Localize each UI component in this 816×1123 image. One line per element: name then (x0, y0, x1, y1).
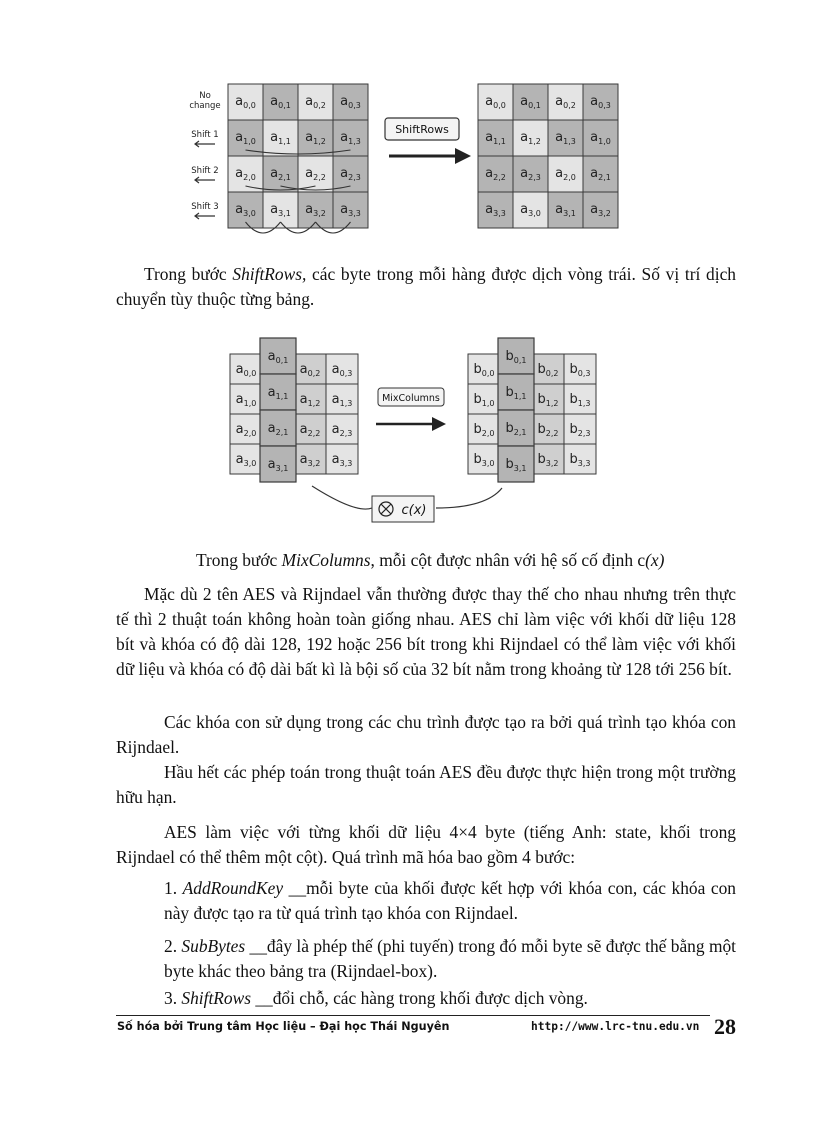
mix-curve-right (436, 488, 502, 508)
shift-out-cell-label-0-3: $a_{0,3}$ (590, 94, 611, 110)
shift-in-cell-label-3-3: $a_{3,3}$ (340, 202, 361, 218)
mix-in-cell-label-1-2: $a_{1,2}$ (299, 392, 321, 408)
mix-in-cell-label-3-3: $a_{3,3}$ (331, 452, 353, 468)
shift-in-cell-label-1-0: $a_{1,0}$ (235, 130, 256, 146)
shift-in-cell-label-1-1: $a_{1,1}$ (270, 130, 291, 146)
step-subbytes: 2. SubBytes __đây là phép thế (phi tuyến) trong đó mỗi byte sẽ được thế bằng một byte khác theo bảng tra (Rijndael-box). (164, 936, 737, 981)
mix-out-cell-label-1-3: $b_{1,3}$ (569, 392, 591, 408)
mix-in-cell-label-0-3: $a_{0,3}$ (331, 362, 353, 378)
shift-in-cell-label-2-2: $a_{2,2}$ (305, 166, 326, 182)
mix-in-col-label-3: $a_{3,1}$ (267, 457, 289, 473)
page-number: 28 (714, 1014, 736, 1039)
shift-left-arrow-icon-2 (195, 177, 215, 183)
shift-in-cell-label-2-0: $a_{2,0}$ (235, 166, 256, 182)
caption-shiftrows: Trong bước ShiftRows, các byte trong mỗi hàng được dịch vòng trái. Số vị trí dịch chuyển tùy thuộc từng bảng. (116, 264, 736, 309)
shift-out-cell-label-1-1: $a_{1,2}$ (520, 130, 541, 146)
shift-out-cell-label-3-0: $a_{3,3}$ (485, 202, 506, 218)
shift-out-cell-label-3-1: $a_{3,0}$ (520, 202, 541, 218)
footer-divider (116, 1015, 710, 1016)
shift-in-cell-label-3-2: $a_{3,2}$ (305, 202, 326, 218)
shift-in-cell-label-0-0: $a_{0,0}$ (235, 94, 256, 110)
mix-out-cell-label-1-2: $b_{1,2}$ (537, 392, 559, 408)
shift-in-cell-label-2-1: $a_{2,1}$ (270, 166, 291, 182)
mix-curve-left (312, 486, 372, 509)
shift-out-cell-label-1-3: $a_{1,0}$ (590, 130, 611, 146)
step-shiftrows: 3. ShiftRows __đổi chỗ, các hàng trong khối được dịch vòng. (164, 988, 588, 1008)
mix-in-cell-label-0-2: $a_{0,2}$ (299, 362, 321, 378)
paragraph-round-keys: Các khóa con sử dụng trong các chu trình được tạo ra bởi quá trình tạo khóa con Rijndael. (116, 712, 736, 757)
shift-row-label-2: Shift 2 (191, 166, 219, 176)
shift-row-label-1: Shift 1 (191, 130, 219, 140)
shift-in-cell-label-3-0: $a_{3,0}$ (235, 202, 256, 218)
mix-in-cell-label-2-3: $a_{2,3}$ (331, 422, 353, 438)
mix-in-cell-label-2-0: $a_{2,0}$ (235, 422, 257, 438)
mix-out-cell-label-3-3: $b_{3,3}$ (569, 452, 591, 468)
shift-out-cell-label-2-1: $a_{2,3}$ (520, 166, 541, 182)
mix-out-cell-label-0-2: $b_{0,2}$ (537, 362, 559, 378)
shift-out-cell-label-2-2: $a_{2,0}$ (555, 166, 576, 182)
shift-in-cell-label-2-3: $a_{2,3}$ (340, 166, 361, 182)
mixcolumns-figure (196, 318, 626, 540)
mix-in-col-label-0: $a_{0,1}$ (267, 349, 289, 365)
mix-out-col-label-1: $b_{1,1}$ (505, 385, 527, 401)
shift-out-cell-label-0-1: $a_{0,1}$ (520, 94, 541, 110)
paragraph-finite-field: Hầu hết các phép toán trong thuật toán AES đều được thực hiện trong một trường hữu hạn. (116, 762, 736, 807)
mix-out-col-label-2: $b_{2,1}$ (505, 421, 527, 437)
mix-out-cell-label-0-3: $b_{0,3}$ (569, 362, 591, 378)
mix-in-col-label-2: $a_{2,1}$ (267, 421, 289, 437)
shift-in-cell-label-0-1: $a_{0,1}$ (270, 94, 291, 110)
shift-out-cell-label-0-0: $a_{0,0}$ (485, 94, 506, 110)
mix-in-cell-label-3-2: $a_{3,2}$ (299, 452, 321, 468)
mix-out-cell-label-0-0: $b_{0,0}$ (473, 362, 495, 378)
mix-in-cell-label-2-2: $a_{2,2}$ (299, 422, 321, 438)
caption-mixcolumns: Trong bước MixColumns, mỗi cột được nhân với hệ số cố định c(x) (196, 550, 665, 570)
shift-out-cell-label-1-0: $a_{1,1}$ (485, 130, 506, 146)
mix-out-cell-label-2-3: $b_{2,3}$ (569, 422, 591, 438)
mix-in-cell-label-1-3: $a_{1,3}$ (331, 392, 353, 408)
mix-out-col-label-0: $b_{0,1}$ (505, 349, 527, 365)
footer-url-link[interactable]: http://www.lrc-tnu.edu.vn (531, 1020, 700, 1033)
mixcolumns-arrow-head-icon (432, 417, 446, 431)
shift-in-cell-label-3-1: $a_{3,1}$ (270, 202, 291, 218)
mix-out-col-label-3: $b_{3,1}$ (505, 457, 527, 473)
cx-label: c(x) (401, 503, 427, 518)
step-addroundkey: 1. AddRoundKey __mỗi byte của khối được kết hợp với khóa con, các khóa con này được tạo ra từ quá trình tạo khóa con Rijndael. (164, 878, 736, 923)
shift-out-cell-label-1-2: $a_{1,3}$ (555, 130, 576, 146)
shift-out-cell-label-3-3: $a_{3,2}$ (590, 202, 611, 218)
mix-in-cell-label-0-0: $a_{0,0}$ (235, 362, 257, 378)
mix-out-cell-label-3-2: $b_{3,2}$ (537, 452, 559, 468)
shift-left-arrow-icon-3 (195, 213, 215, 219)
shift-row-label-3: Shift 3 (191, 202, 219, 212)
paragraph-state-block: AES làm việc với từng khối dữ liệu 4×4 byte (tiếng Anh: state, khối trong Rijndael có thể thêm một cột). Quá trình mã hóa bao gồm 4 bước: (116, 822, 736, 867)
mix-out-cell-label-2-2: $b_{2,2}$ (537, 422, 559, 438)
shift-out-cell-label-2-3: $a_{2,1}$ (590, 166, 611, 182)
shift-out-cell-label-2-0: $a_{2,2}$ (485, 166, 506, 182)
shiftrows-figure (175, 78, 635, 250)
paragraph-aes-vs-rijndael: Mặc dù 2 tên AES và Rijndael vẫn thường được thay thế cho nhau nhưng trên thực tế thì 2 thuật toán không hoàn toàn giống nhau. AES chỉ làm việc với khối dữ liệu 128 bít và khóa có độ dài 128, 192 hoặc 256 bít trong khi Rijndael có thể làm việc với khối dữ liệu và khóa có độ dài bất kì là bội số của 32 bít nằm trong khoảng từ 128 tới 256 bít. (116, 584, 736, 679)
shiftrows-box-label: ShiftRows (395, 123, 449, 136)
shift-row-label-0a: No (199, 91, 211, 101)
shift-in-cell-label-1-2: $a_{1,2}$ (305, 130, 326, 146)
shift-in-cell-label-0-2: $a_{0,2}$ (305, 94, 326, 110)
shift-row-label-0b: change (189, 101, 221, 111)
footer-source: Số hóa bởi Trung tâm Học liệu – Đại học Thái Nguyên (117, 1020, 450, 1033)
shift-in-cell-label-0-3: $a_{0,3}$ (340, 94, 361, 110)
shift-out-cell-label-3-2: $a_{3,1}$ (555, 202, 576, 218)
mix-out-cell-label-1-0: $b_{1,0}$ (473, 392, 495, 408)
mix-in-cell-label-1-0: $a_{1,0}$ (235, 392, 257, 408)
shift-in-cell-label-1-3: $a_{1,3}$ (340, 130, 361, 146)
mix-in-col-label-1: $a_{1,1}$ (267, 385, 289, 401)
mix-out-cell-label-2-0: $b_{2,0}$ (473, 422, 495, 438)
mixcolumns-box-label: MixColumns (382, 393, 440, 404)
shiftrows-arrow-head-icon (455, 148, 471, 164)
shift-out-cell-label-0-2: $a_{0,2}$ (555, 94, 576, 110)
mix-out-cell-label-3-0: $b_{3,0}$ (473, 452, 495, 468)
shift-left-arrow-icon-1 (195, 141, 215, 147)
mix-in-cell-label-3-0: $a_{3,0}$ (235, 452, 257, 468)
